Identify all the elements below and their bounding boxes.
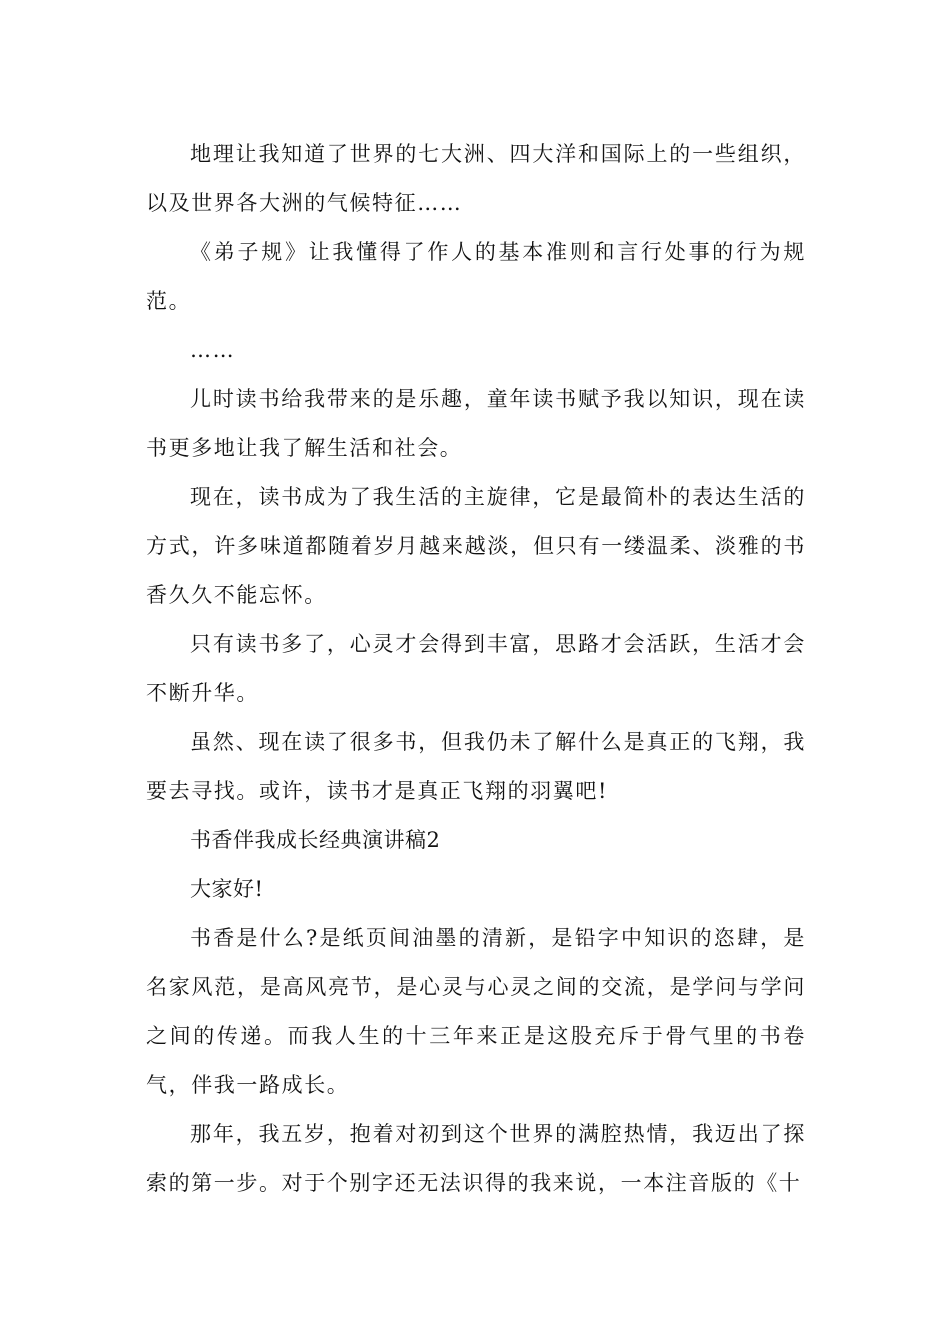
paragraph-read-more: 只有读书多了，心灵才会得到丰富，思路才会活跃，生活才会不断升华。 [146, 632, 806, 705]
paragraph-what-is-book-fragrance: 书香是什么?是纸页间油墨的清新，是铅字中知识的恣肆，是名家风范，是高风亮节，是心灵与心灵之间的交流，是学问与学问之间的传递。而我人生的十三年来正是这股充斥于骨气里的书卷气，伴我一路成长。 [146, 926, 806, 1097]
document-body [146, 130, 806, 1208]
paragraph-age-five: 那年，我五岁，抱着对初到这个世界的满腔热情，我迈出了探索的第一步。对于个别字还无法识得的我来说，一本注音版的《十 [146, 1122, 806, 1195]
paragraph-dizigui: 《弟子规》让我懂得了作人的基本准则和言行处事的行为规范。 [146, 240, 806, 313]
paragraph-reading-melody: 现在，读书成为了我生活的主旋律，它是最简朴的表达生活的方式，许多味道都随着岁月越来越淡，但只有一缕温柔、淡雅的书香久久不能忘怀。 [146, 485, 806, 607]
paragraph-ellipsis: …… [190, 338, 236, 362]
section-heading: 书香伴我成长经典演讲稿2 [190, 828, 441, 852]
paragraph-childhood-reading: 儿时读书给我带来的是乐趣，童年读书赋予我以知识，现在读书更多地让我了解生活和社会。 [146, 387, 806, 460]
paragraph-geography: 地理让我知道了世界的七大洲、四大洋和国际上的一些组织，以及世界各大洲的气候特征…… [146, 142, 806, 215]
paragraph-flying: 虽然、现在读了很多书，但我仍未了解什么是真正的飞翔，我要去寻找。或许，读书才是真正飞翔的羽翼吧! [146, 730, 806, 803]
greeting: 大家好! [190, 877, 264, 901]
